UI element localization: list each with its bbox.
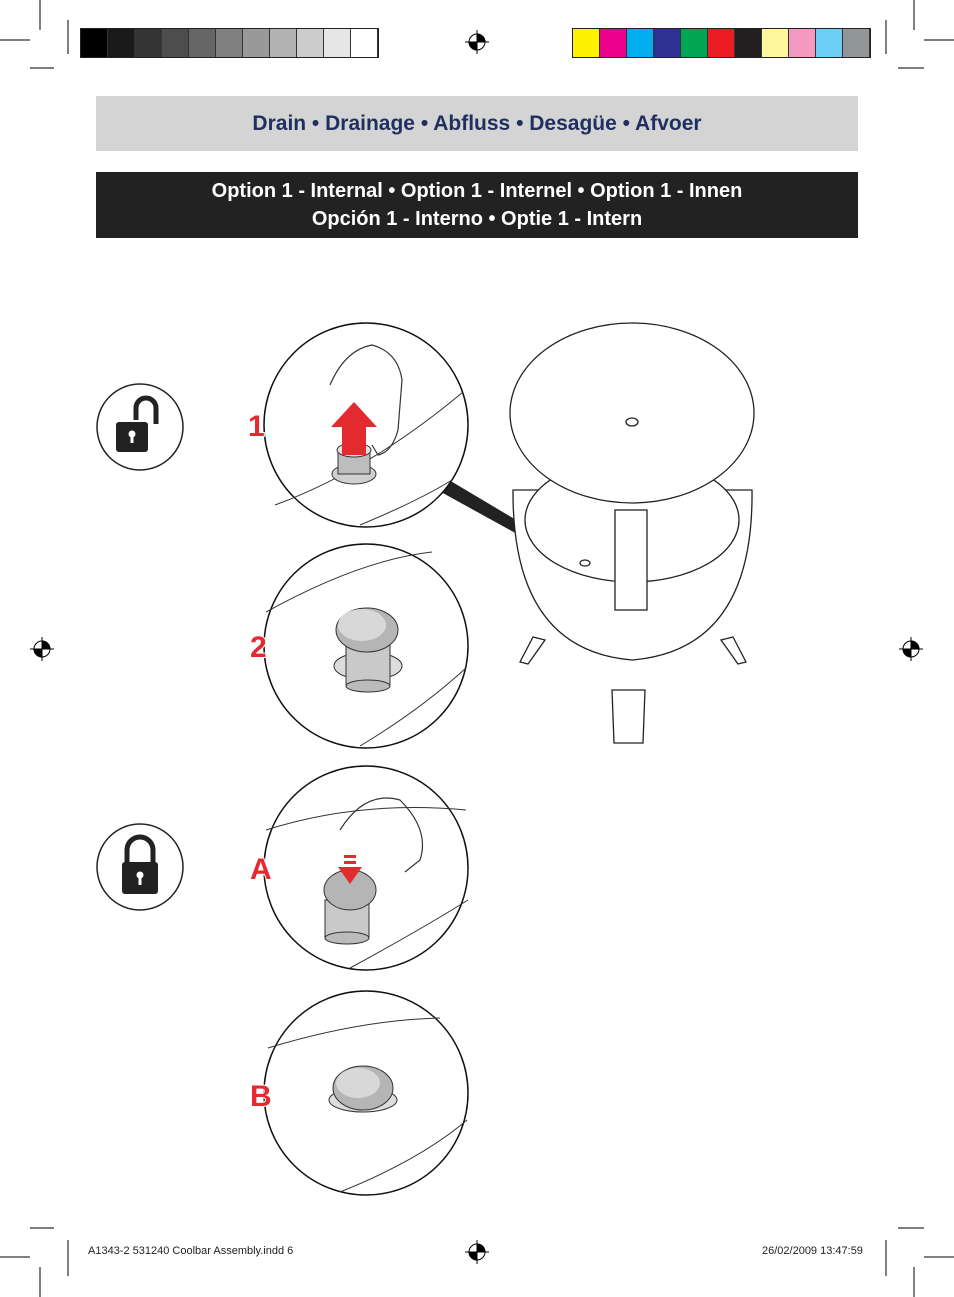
- cooler-table-drawing: [510, 323, 754, 743]
- timestamp-slug: 26/02/2009 13:47:59: [762, 1245, 863, 1257]
- registration-mark-bottom: [465, 1240, 489, 1264]
- unlocked-padlock-icon: [97, 384, 183, 470]
- registration-mark-top: [465, 30, 489, 54]
- section-title: Drain • Drainage • Abfluss • Desagüe • Afvoer: [96, 96, 858, 151]
- option-line-2: Opción 1 - Interno • Optie 1 - Intern: [311, 208, 643, 230]
- step-label-2: 2: [250, 631, 267, 664]
- option-line-1: Option 1 - Internal • Option 1 - Internel • Option 1 - Innen: [211, 180, 743, 202]
- locked-padlock-icon: [97, 824, 183, 910]
- step-label-b: B: [250, 1080, 272, 1113]
- step-label-a: A: [250, 853, 272, 886]
- registration-mark-right: [899, 637, 923, 661]
- step-1-detail: [248, 323, 468, 527]
- file-name-slug: A1343-2 531240 Coolbar Assembly.indd 6: [88, 1245, 294, 1257]
- registration-mark-left: [30, 637, 54, 661]
- step-label-1: 1: [248, 410, 265, 443]
- step-a-detail: [250, 766, 468, 970]
- step-b-detail: [250, 991, 468, 1195]
- step-2-detail: [250, 544, 468, 748]
